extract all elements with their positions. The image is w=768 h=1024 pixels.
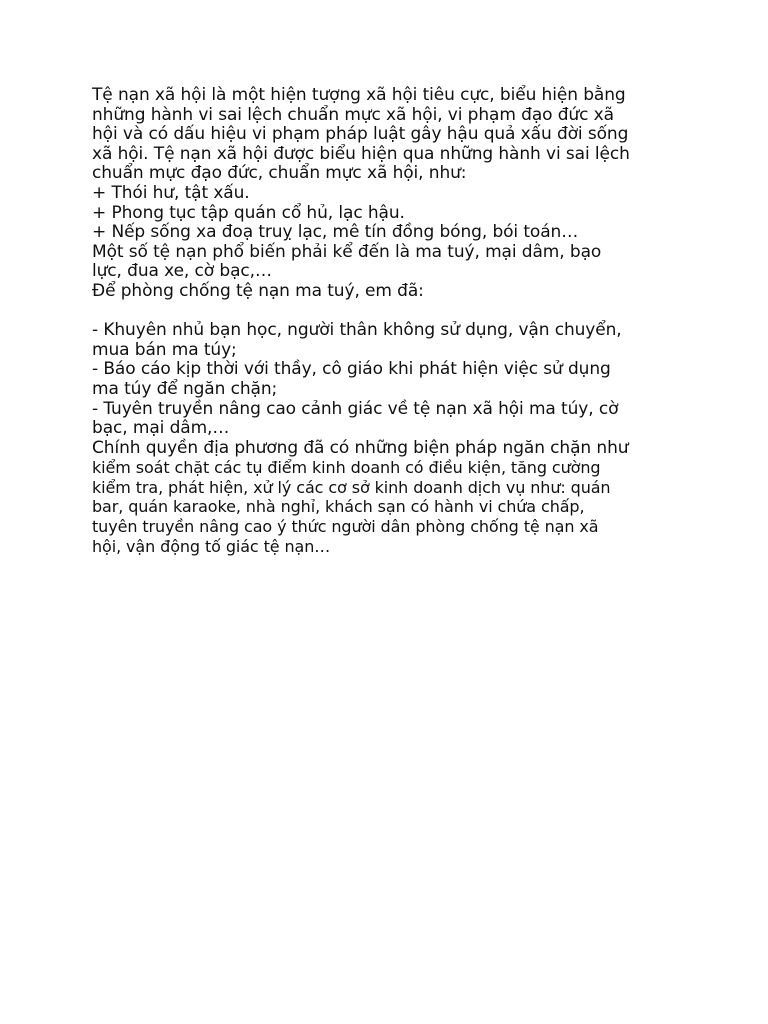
dash-item: - Tuyên truyền nâng cao cảnh giác về tệ nạn xã hội ma túy, cờ [92,398,619,419]
text-line: Một số tệ nạn phổ biến phải kể đến là ma tuý, mại dâm, bạo [92,241,602,262]
text-line: Tệ nạn xã hội là một hiện tượng xã hội tiêu cực, biểu hiện bằng [92,85,626,105]
dash-item: - Khuyên nhủ bạn học, người thân không sử dụng, vận chuyển, [92,320,622,341]
bullet-item: + Phong tục tập quán cổ hủ, lạc hậu. [92,202,405,223]
text-line: Để phòng chống tệ nạn ma tuý, em đã: [92,280,424,301]
text-line: tuyên truyền nâng cao ý thức người dân phòng chống tệ nạn xã [92,517,599,537]
text-line: những hành vi sai lệch chuẩn mực xã hội, vi phạm đạo đức xã [92,104,614,125]
text-line: bar, quán karaoke, nhà nghỉ, khách sạn có hành vi chứa chấp, [92,497,585,517]
document-body [92,86,692,556]
text-line: chuẩn mực đạo đức, chuẩn mực xã hội, như: [92,163,467,184]
dash-item: - Báo cáo kịp thời với thầy, cô giáo khi phát hiện việc sử dụng [92,359,611,380]
text-line: kiểm soát chặt các tụ điểm kinh doanh có điều kiện, tăng cường [92,458,601,478]
text-line: xã hội. Tệ nạn xã hội được biểu hiện qua những hành vi sai lệch [92,143,630,164]
text-line: hội, vận động tố giác tệ nạn… [92,536,331,556]
text-line: ma túy để ngăn chặn; [92,378,278,399]
bullet-item: + Thói hư, tật xấu. [92,182,250,203]
text-line: lực, đua xe, cờ bạc,… [92,261,272,282]
text-line: hội và có dấu hiệu vi phạm pháp luật gây hậu quả xấu đời sống [92,124,629,145]
bullet-item: + Nếp sống xa đoạ truỵ lạc, mê tín đồng bóng, bói toán… [92,222,579,243]
text-line: bạc, mại dâm,… [92,418,230,439]
text-line: mua bán ma túy; [92,339,237,360]
text-line: kiểm tra, phát hiện, xử lý các cơ sở kinh doanh dịch vụ như: quán [92,477,611,497]
blank-line [92,302,692,322]
text-line: Chính quyền địa phương đã có những biện pháp ngăn chặn như [92,437,629,458]
